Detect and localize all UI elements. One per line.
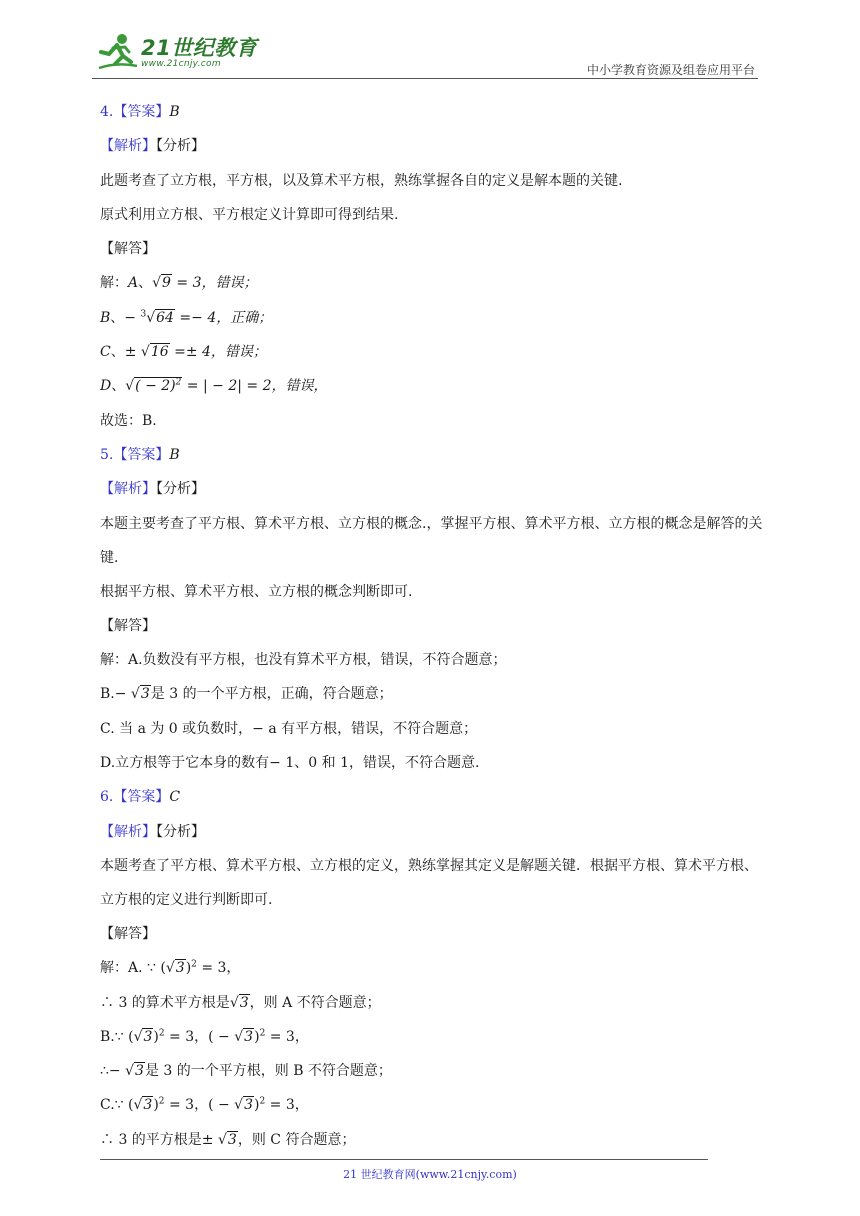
q4-b-root-index: 3 [140, 309, 147, 320]
q6-l5-close-2: ) [254, 1097, 260, 1114]
q6-l3-radicand: 3 [143, 1028, 153, 1045]
q6-l2-suffix: ，则 A 不符合题意； [249, 994, 381, 1011]
q6-l2-prefix: ∴ 3 的算术平方根是 [100, 994, 230, 1011]
q5-option-b [100, 684, 765, 704]
q6-line-4 [100, 1061, 765, 1081]
q4-c-sep: 、± [110, 344, 141, 361]
q4-c-radicand: 16 [150, 344, 169, 361]
page-header [95, 32, 757, 78]
q6-analysis-line [100, 822, 765, 842]
q4-d-label: D [100, 378, 112, 395]
document-body [100, 102, 765, 1164]
q6-analysis-label: 【解析】 [100, 823, 156, 840]
q6-l5-mid: = 3，( − [164, 1097, 235, 1114]
q5-option-a: 解：A.负数没有平方根，也没有算术平方根，错误，不符合题意； [100, 652, 507, 669]
q5-b-suffix: 是 3 的一个平方根，正确，符合题意； [150, 686, 393, 703]
q4-answer-label: 4.【答案】 [100, 104, 170, 120]
q6-l6-prefix: ∴ 3 的平方根是± [100, 1131, 218, 1148]
q4-answer: B [169, 104, 180, 120]
footer-divider [100, 1159, 708, 1160]
q4-b-result: =− 4，正确； [174, 309, 273, 326]
q6-l1-exponent: 2 [191, 959, 197, 970]
q5-answer-label: 5.【答案】 [100, 446, 170, 463]
q4-a-sep: 、 [138, 275, 153, 292]
q4-d-sep: 、 [111, 378, 126, 395]
q6-l5-radicand-2: 3 [244, 1097, 254, 1114]
q4-d-exponent: 2 [175, 377, 182, 388]
q5-option-c: C. 当 a 为 0 或负数时，− a 有平方根，错误，不符合题意； [100, 720, 478, 737]
q4-d-radicand-wrap [134, 377, 182, 394]
q4-solution-prefix: 解： [100, 275, 128, 292]
sqrt-icon: √ [234, 1028, 244, 1045]
q6-l5-exponent: 2 [158, 1096, 165, 1107]
sqrt-icon: √ [133, 1028, 143, 1045]
q5-fenxi-label: 【分析】 [156, 481, 205, 498]
q6-l6-radicand: 3 [227, 1131, 237, 1148]
q5-paragraph-2: 根据平方根、算术平方根、立方根的概念判断即可. [100, 583, 413, 600]
q6-fenxi-label: 【分析】 [156, 823, 205, 840]
sqrt-icon: √ [229, 994, 239, 1011]
q6-line-1 [100, 958, 765, 978]
q4-b-radicand: 64 [156, 309, 174, 326]
q6-l5-prefix: C.∵ ( [100, 1097, 134, 1114]
cbrt-icon: √ [146, 309, 156, 326]
q6-l3-prefix: B.∵ ( [100, 1028, 134, 1045]
q6-l4-suffix: 是 3 的一个平方根，则 B 不符合题意； [144, 1063, 392, 1080]
q6-l1-prefix: 解：A. ∵ ( [100, 960, 166, 977]
q4-fenxi-label: 【分析】 [156, 138, 205, 155]
sqrt-icon: √ [130, 686, 140, 703]
q4-option-c [100, 342, 765, 362]
sqrt-icon: √ [218, 1131, 227, 1148]
q4-a-result: = 3，错误； [171, 275, 258, 292]
q4-paragraph-2: 原式利用立方根、平方根定义计算即可得到结果. [100, 206, 399, 223]
q6-l1-result: = 3， [196, 960, 241, 977]
q6-l5-result: = 3， [265, 1097, 309, 1114]
header-divider [92, 78, 758, 79]
runner-logo-icon [95, 32, 139, 74]
q6-paragraph-1: 本题考查了平方根、算术平方根、立方根的定义，熟练掌握其定义是解题关键．根据平方根、算术平方根、立方根的定义进行判断即可. [100, 857, 758, 908]
sqrt-icon: √ [165, 960, 175, 977]
q4-a-radicand: 9 [162, 275, 171, 292]
q4-analysis-line [100, 136, 765, 156]
q6-l4-prefix: ∴− [100, 1063, 126, 1080]
site-logo [95, 32, 257, 74]
q4-paragraph-1: 此题考查了立方根，平方根，以及算术平方根，熟练掌握各自的定义是解本题的关键. [100, 172, 623, 189]
q4-b-label: B [100, 309, 111, 326]
sqrt-icon: √ [133, 1097, 143, 1114]
q6-answer: C [169, 789, 181, 806]
q4-choose: 故选：B. [100, 412, 157, 429]
q5-option-d: D.立方根等于它本身的数有− 1、0 和 1，错误，不符合题意. [100, 755, 480, 772]
q6-l2-radicand: 3 [239, 994, 249, 1011]
q5-answer: B [169, 446, 180, 463]
sqrt-icon: √ [234, 1097, 244, 1114]
q6-l5-close: ) [153, 1097, 159, 1114]
q6-jieda-label: 【解答】 [100, 925, 156, 942]
q5-paragraph-1: 本题主要考查了平方根、算术平方根、立方根的概念.，掌握平方根、算术平方根、立方根的概念是解答的关键. [100, 515, 763, 566]
q6-line-2 [100, 993, 765, 1013]
sqrt-icon: √ [140, 344, 150, 361]
q6-l1-radicand: 3 [175, 960, 185, 977]
q4-option-a [100, 273, 765, 293]
q6-l4-radicand: 3 [135, 1063, 144, 1080]
q6-l3-exponent-2: 2 [259, 1028, 266, 1039]
sqrt-icon: √ [125, 1063, 135, 1080]
q6-line-6 [100, 1130, 765, 1150]
q5-analysis-line [100, 479, 765, 499]
q4-c-result: =± 4，错误； [169, 344, 267, 361]
logo-main-text: 21世纪教育 [141, 36, 258, 60]
q6-answer-label: 6.【答案】 [100, 789, 170, 806]
q4-option-d [100, 376, 765, 396]
logo-sub-text: www.21cnjy.com [141, 59, 221, 69]
q4-a-label: A [128, 275, 139, 292]
header-tagline: 中小学教育资源及组卷应用平台 [586, 63, 755, 77]
q4-option-b [100, 308, 765, 328]
q6-l3-close-2: ) [254, 1028, 260, 1045]
q6-l6-suffix: ，则 C 符合题意； [237, 1131, 356, 1148]
q6-l5-exponent-2: 2 [259, 1096, 266, 1107]
q4-c-label: C [100, 344, 111, 361]
q4-jieda-label: 【解答】 [100, 241, 156, 258]
q5-b-radicand: 3 [140, 686, 150, 703]
q4-d-result: = | − 2| = 2，错误， [182, 378, 328, 395]
sqrt-icon: √ [125, 378, 135, 395]
q5-analysis-label: 【解析】 [100, 481, 156, 498]
q4-b-sep: 、− [110, 309, 141, 326]
page-footer[interactable]: 21 世纪教育网(www.21cnjy.com) [343, 1168, 517, 1181]
q6-l1-close: ) [185, 960, 192, 977]
q5-jieda-label: 【解答】 [100, 617, 156, 634]
q6-line-5 [100, 1095, 765, 1115]
q6-l3-radicand-2: 3 [244, 1028, 254, 1045]
sqrt-icon: √ [152, 275, 162, 292]
q4-d-radicand: ( − 2) [135, 378, 176, 395]
q6-l3-exponent: 2 [158, 1028, 165, 1039]
q4-answer-line [100, 102, 765, 122]
q6-line-3 [100, 1027, 765, 1047]
q5-answer-line [100, 445, 765, 465]
q6-l3-close: ) [153, 1028, 159, 1045]
q6-l3-mid: = 3，( − [164, 1028, 235, 1045]
q5-b-prefix: B.− [100, 686, 131, 703]
q6-answer-line [100, 787, 765, 807]
q6-l3-result: = 3， [265, 1028, 309, 1045]
q6-l5-radicand: 3 [143, 1097, 153, 1114]
q4-analysis-label: 【解析】 [100, 138, 156, 155]
